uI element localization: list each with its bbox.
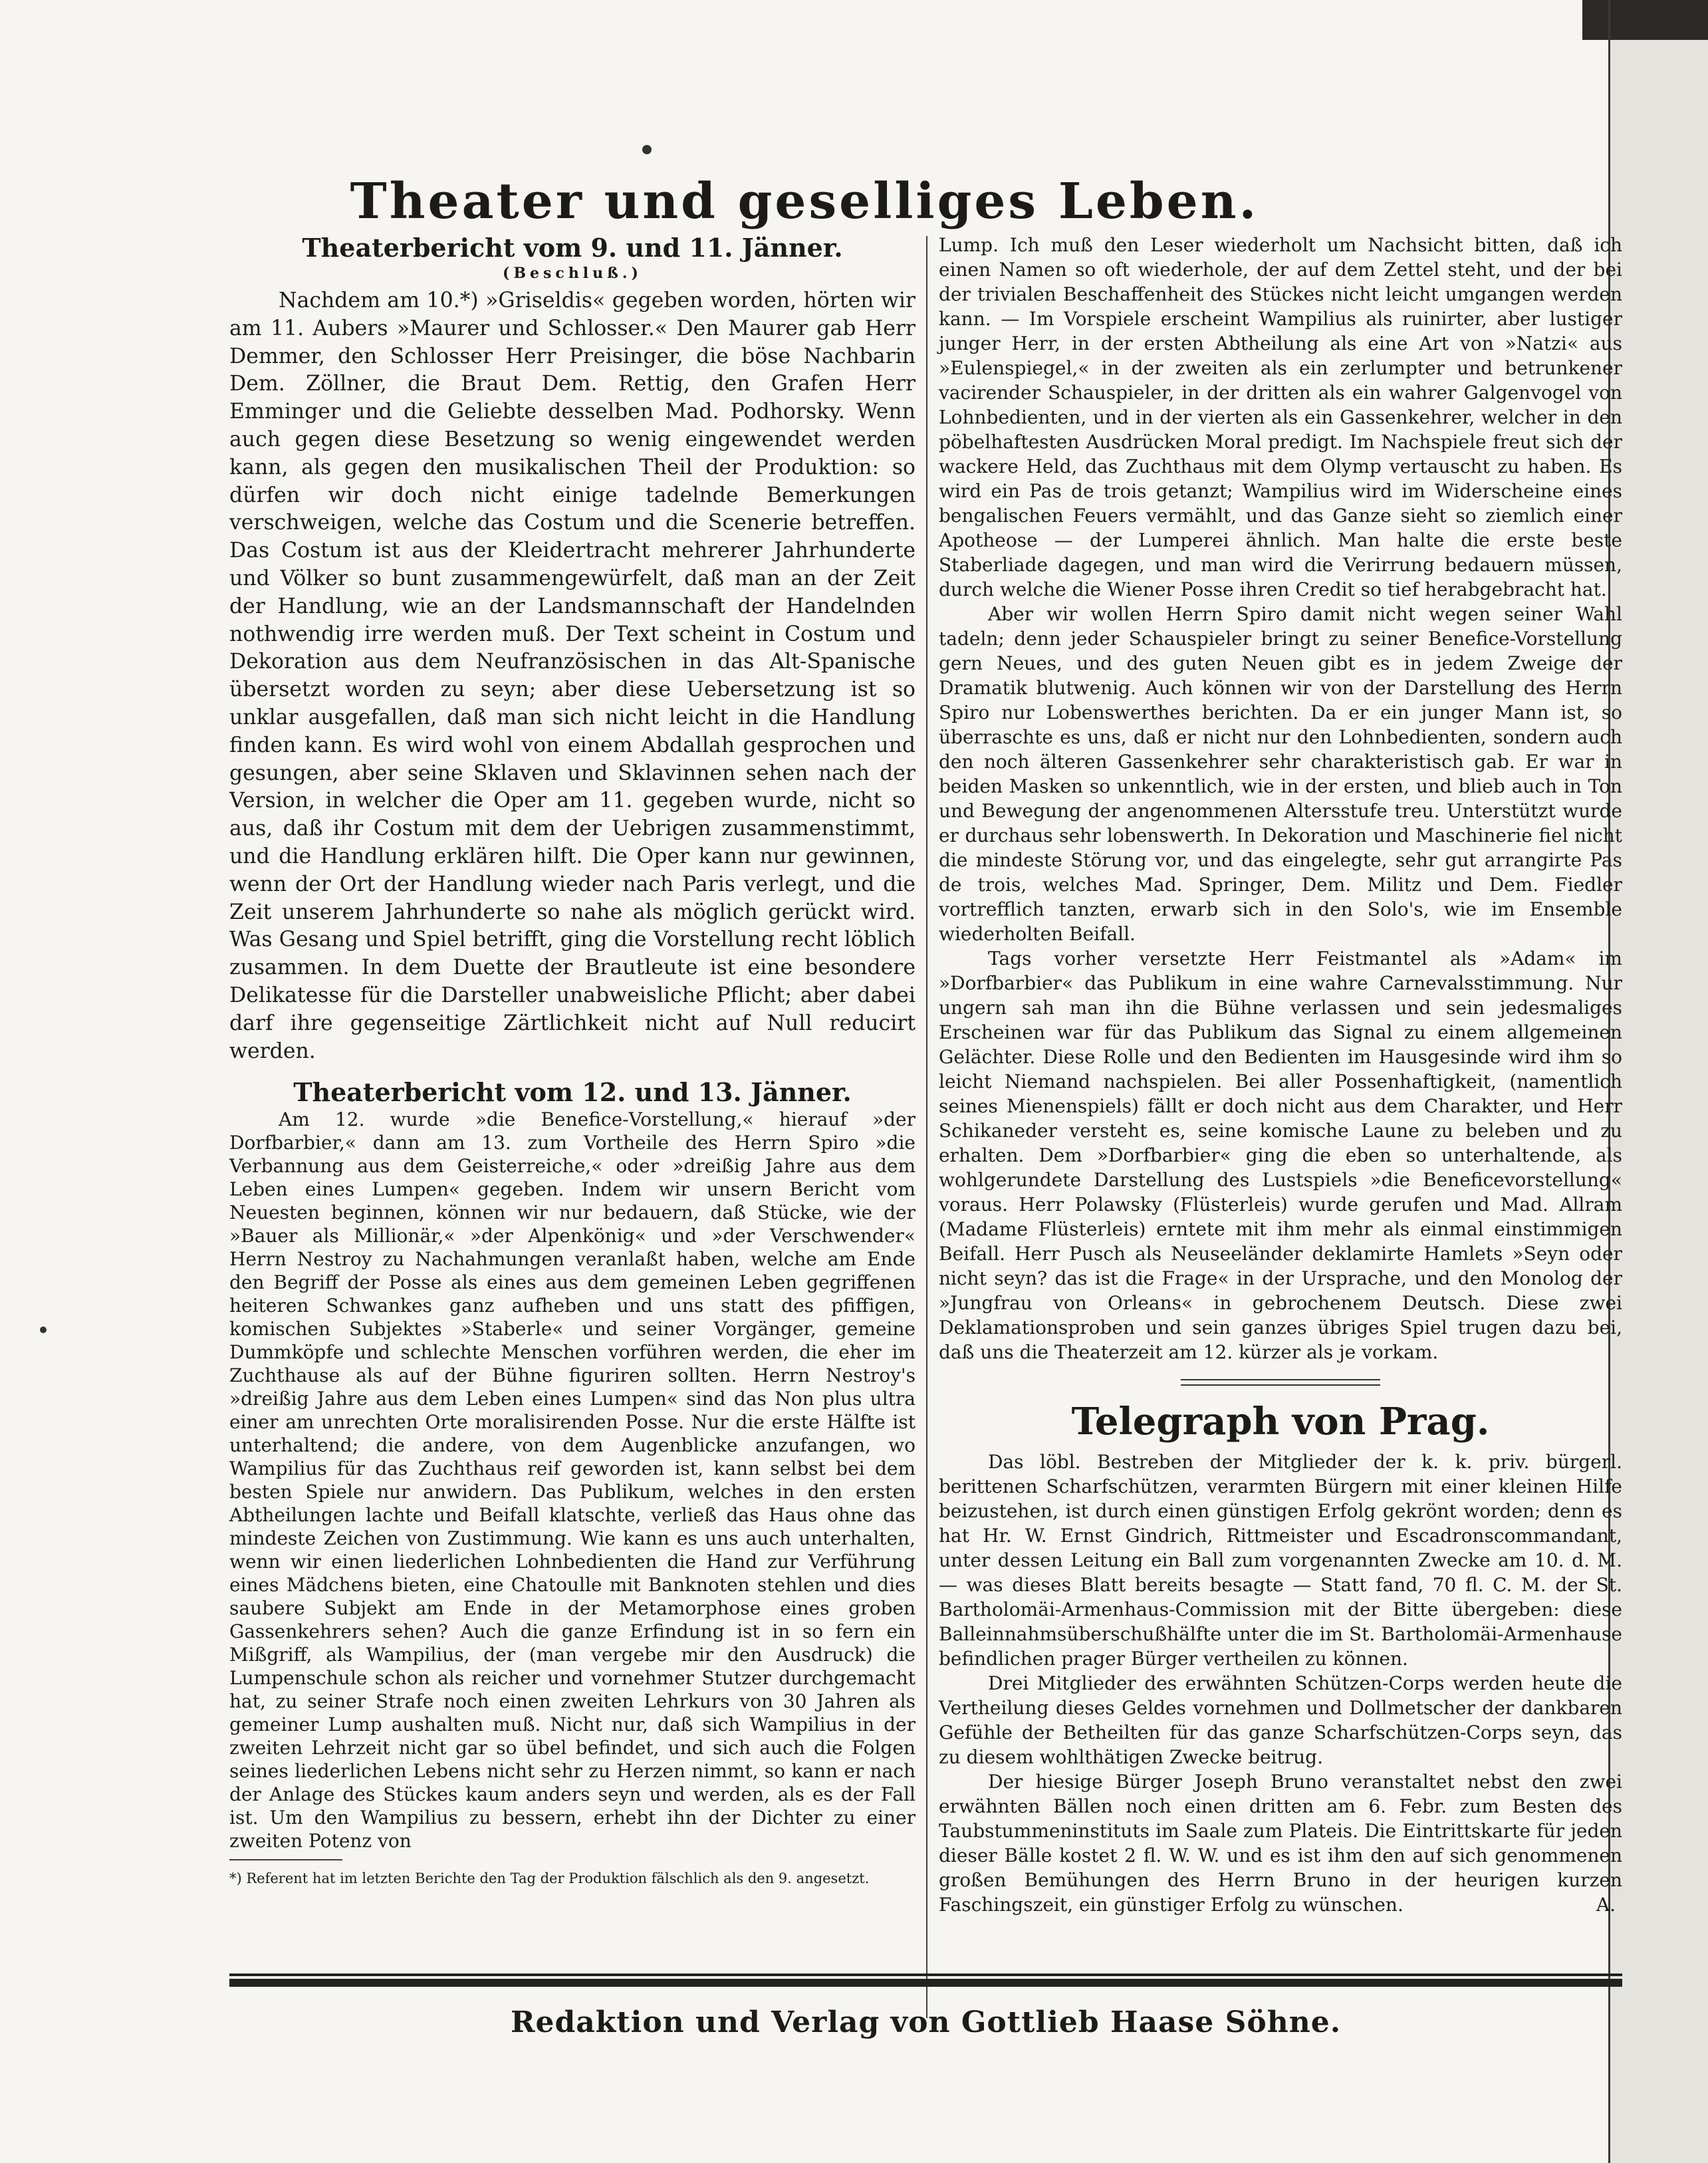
telegraph-heading: Telegraph von Prag.: [1071, 1400, 1490, 1444]
author-signature: A.: [1596, 1894, 1616, 1916]
footnote-rule: [229, 1859, 342, 1860]
publisher-imprint: Redaktion und Verlag von Gottlieb Haase Söhne.: [510, 2005, 1342, 2039]
scan-margin: [1609, 0, 1708, 2163]
margin-ink-mark: [40, 1327, 47, 1333]
ink-dot-mark: [642, 145, 652, 154]
section-heading-2: Theaterbericht vom 12. und 13. Jänner.: [293, 1077, 852, 1108]
article-paragraph: Lump. Ich muß den Leser wiederholt um Nachsicht bitten, daß ich einen Namen so oft wiederhole, der auf dem Zettel steht, und der bei der trivialen Beschaffenheit des Stückes nicht leicht umgangen werden kann. — Im Vorspiele erscheint Wampilius als ruinirter, aber lustiger junger Herr, in der ersten Abtheilung als eine Art von »Natzi« aus »Eulenspiegel,« in der zweiten als ein zerlumpter und betrunkener vacirender Schauspieler, in der dritten als ein wahrer Galgenvogel von Lohnbedienten, und in der vierten als ein Gassenkehrer, welcher in den pöbelhaftesten Ausdrücken Moral predigt. Im Nachspiele freut sich der wackere Held, das Zuchthaus mit dem Olymp vertauscht zu haben. Es wird ein Pas de trois getanzt; Wampilius wird im Widerscheine eines bengalischen Feuers vermählt, und das Ganze sieht so ziemlich einer Apotheose — der Lumperei ähnlich. Man halte die erste beste Staberliade dagegen, und man wird die Verirrung bedauern müssen, durch welche die Wiener Posse ihren Credit so tief herabgebracht hat.: [939, 234, 1622, 600]
column-divider: [926, 236, 927, 2018]
telegraph-paragraph: Der hiesige Bürger Joseph Bruno veranstaltet nebst den zwei erwähnten Bällen noch einen dritten am 6. Febr. zum Besten des Taubstummeninstituts im Saale zum Plateis. Die Eintrittskarte für jeden dieser Bälle kostet 2 fl. W. W. und es ist ihm den auf sich genommenen großen Bemühungen des Herrn Bruno in der heurigen kurzen Faschingszeit, ein günstiger Erfolg zu wünschen.: [939, 1771, 1622, 1916]
footer-rule-thick: [229, 1979, 1622, 1987]
article-paragraph: Am 12. wurde »die Beneficе-Vorstellung,« hierauf »der Dorfbarbier,« dann am 13. zum Vortheile des Herrn Spiro »die Verbannung aus dem Geisterreiche,« oder »dreißig Jahre aus dem Leben eines Lumpen« gegeben. Indem wir unsern Bericht vom Neuesten beginnen, können wir nur bedauern, daß Stücke, wie der »Bauer als Millionär,« »der Alpenkönig« und »der Verschwender« Herrn Nestroy zu Nachahmungen veranlaßt haben, welche am Ende den Begriff der Posse als eines aus dem gemeinen Leben gegriffenen heiteren Schwankes ganz aufheben und uns statt des pfiffigen, komischen Subjektes »Staberle« und seiner Vorgänger, gemeine Dummköpfe und schlechte Menschen vorführen werden, die eher im Zuchthause als auf der Bühne figuriren sollten. Herrn Nestroy's »dreißig Jahre aus dem Leben eines Lumpen« sind das Non plus ultra einer am unrechten Orte moralisirenden Posse. Nur die erste Hälfte ist unterhaltend; die andere, von dem Augenblicke anzufangen, wo Wampilius für das Zuchthaus reif geworden ist, kann selbst bei dem besten Spiele nur anwidern. Das Publikum, welches in den ersten Abtheilungen lachte und Beifall klatschte, verließ das Haus ohne das mindeste Zeichen von Zustimmung. Wie kann es uns auch unterhalten, wenn wir einen liederlichen Lohnbedienten die Hand zur Verführung eines Mädchens bieten, eine Chatoulle mit Banknoten stehlen und dies saubere Subjekt am Ende in der Metamorphose eines groben Gassenkehrers sehen? Auch die ganze Erfindung ist in so fern ein Mißgriff, als Wampilius, der (man vergebe mir den Ausdruck) die Lumpenschule schon als reicher und vornehmer Stutzer durchgemacht hat, zu seiner Strafe noch einen zweiten Lehrkurs von 30 Jahren als gemeiner Lump aushalten muß. Nicht nur, daß sich Wampilius in der zweiten Lehrzeit nicht gar so übel befindet, und sich auch die Folgen seines liederlichen Lebens nicht sehr zu Herzen nimmt, so kann er nach der Anlage des Stückes kaum anders seyn und werden, als es der Fall ist. Um den Wampilius zu bessern, erhebt ihn der Dichter zu einer zweiten Potenz von: [229, 1108, 915, 1852]
right-column: [939, 233, 1622, 1917]
telegraph-paragraph: Das löbl. Bestreben der Mitglieder der k. k. priv. bürgerl. berittenen Scharfschützen, verarmten Bürgern mit einer kleinen Hilfe beizustehen, ist durch einen günstigen Erfolg gekrönt worden; denn es hat Hr. W. Ernst Gindrich, Rittmeister und Escadronscommandant, unter dessen Leitung ein Ball zum vorgenannten Zwecke am 10. d. M. — was dieses Blatt bereits besagte — Statt fand, 70 fl. C. M. der St. Bartholomäi-Armenhaus-Commission mit der Bitte übergeben: diese Balleinnahmsüberschußhälfte unter die im St. Bartholomäi-Armenhause befindlichen prager Bürger vertheilen zu können.: [939, 1451, 1622, 1670]
article-paragraph: Tags vorher versetzte Herr Feistmantel als »Adam« im »Dorfbarbier« das Publikum in eine wahre Carnevalsstimmung. Nur ungern sah man ihn die Bühne verlassen und sein jedesmaliges Erscheinen war für das Publikum das Signal zu einem allgemeinen Gelächter. Diese Rolle und den Bedienten im Hausgesinde wird ihm so leicht Niemand nachspielen. Bei aller Possenhaftigkeit, (namentlich seines Mienenspiels) fällt er doch nicht aus dem Charakter, und Herr Schikaneder versteht es, seine komische Laune zu beleben und zu erhalten. Dem »Dorfbarbier« ging die eben so unterhaltende, als wohlgerundete Darstellung des Lustspiels »die Beneficevorstellung« voraus. Herr Polawsky (Flüsterleis) wurde gerufen und Mad. Allram (Madame Flüsterleis) erntete mit ihm mehr als einmal einstimmigen Beifall. Herr Pusch als Neuseeländer deklamirte Hamlets »Seyn oder nicht seyn? das ist die Frage« in der Ursprache, und den Monolog der »Jungfrau von Orleans« in gebrochenem Deutsch. Diese zwei Deklamationsproben und sein ganzes übriges Spiel trugen dazu bei, daß uns die Theaterzeit am 12. kürzer als je vorkam.: [939, 948, 1622, 1363]
article-paragraph: Aber wir wollen Herrn Spiro damit nicht wegen seiner Wahl tadeln; denn jeder Schauspieler bringt zu seiner Benefice-Vorstellung gern Neues, und des guten Neuen gibt es in jedem Zweige der Dramatik blutwenig. Auch können wir von der Darstellung des Herrn Spiro nur Lobenswerthes berichten. Da er ein junger Mann ist, so überraschte es uns, daß er nicht nur den Lohnbedienten, sondern auch den noch älteren Gassenkehrer sehr charakteristisch gab. Er war in beiden Masken so unkenntlich, wie in der ersten, und blieb auch in Ton und Bewegung der angenommenen Altersstufe treu. Unterstützt wurde er durchaus sehr lobenswerth. In Dekoration und Maschinerie fiel nicht die mindeste Störung vor, und das eingelegte, sehr gut arrangirte Pas de trois, welches Mad. Springer, Dem. Militz und Dem. Fiedler vortrefflich tanzten, erwarb sich in den Solo's, wie im Ensemble wiederholten Beifall.: [939, 603, 1622, 945]
section-subheading: (Beschluß.): [503, 265, 642, 282]
telegraph-paragraph: Drei Mitglieder des erwähnten Schützen-Corps werden heute die Vertheilung dieses Geldes vornehmen und Dollmetscher der dankbaren Gefühle der Betheilten für das ganze Scharfschützen-Corps seyn, das zu diesem wohlthätigen Zwecke beitrug.: [939, 1672, 1622, 1768]
scan-edge-shadow: [1582, 0, 1708, 40]
section-heading-1: Theaterbericht vom 9. und 11. Jänner.: [302, 233, 843, 263]
footer-rule-thin: [229, 1973, 1622, 1976]
page-title: Theater und geselliges Leben.: [350, 173, 1259, 230]
footnote: *) Referent hat im letzten Berichte den Tag der Produktion fälschlich als den 9. angesetzt.: [229, 1870, 870, 1887]
section-ornament-rule: [1181, 1379, 1380, 1386]
article-paragraph: Nachdem am 10.*) »Griseldis« gegeben worden, hörten wir am 11. Aubers »Maurer und Schlosser.« Den Maurer gab Herr Demmer, den Schlosser Herr Preisinger, die böse Nachbarin Dem. Zöllner, die Braut Dem. Rettig, den Grafen Herr Emminger und die Geliebte desselben Mad. Podhorsky. Wenn auch gegen diese Besetzung so wenig eingewendet werden kann, als gegen den musikalischen Theil der Produktion: so dürfen wir doch nicht einige tadelnde Bemerkungen verschweigen, welche das Costum und die Scenerie betreffen. Das Costum ist aus der Kleidertracht mehrerer Jahrhunderte und Völker so bunt zusammengewürfelt, daß man an der Zeit der Handlung, wie an der Landsmannschaft der Handelnden nothwendig irre werden muß. Der Text scheint in Costum und Dekoration aus dem Neufranzösischen in das Alt-Spanische übersetzt worden zu seyn; aber diese Uebersetzung ist so unklar ausgefallen, daß man sich nicht leicht in die Handlung finden kann. Es wird wohl von einem Abdallah gesprochen und gesungen, aber seine Sklaven und Sklavinnen sehen nach der Version, in welcher die Oper am 11. gegeben wurde, nicht so aus, daß ihr Costum mit dem der Uebrigen zusammenstimmt, und die Handlung erklären hilft. Die Oper kann nur gewinnen, wenn der Ort der Handlung wieder nach Paris verlegt, und die Zeit unserem Jahrhunderte so nahe als möglich gerückt wird. Was Gesang und Spiel betrifft, ging die Vorstellung recht löblich zusammen. In dem Duette der Brautleute ist eine besondere Delikatesse für die Darsteller unabweisliche Pflicht; aber dabei darf ihre gegenseitige Zärtlichkeit nicht auf Null reducirt werden.: [229, 289, 915, 1063]
left-column: [229, 233, 915, 1888]
